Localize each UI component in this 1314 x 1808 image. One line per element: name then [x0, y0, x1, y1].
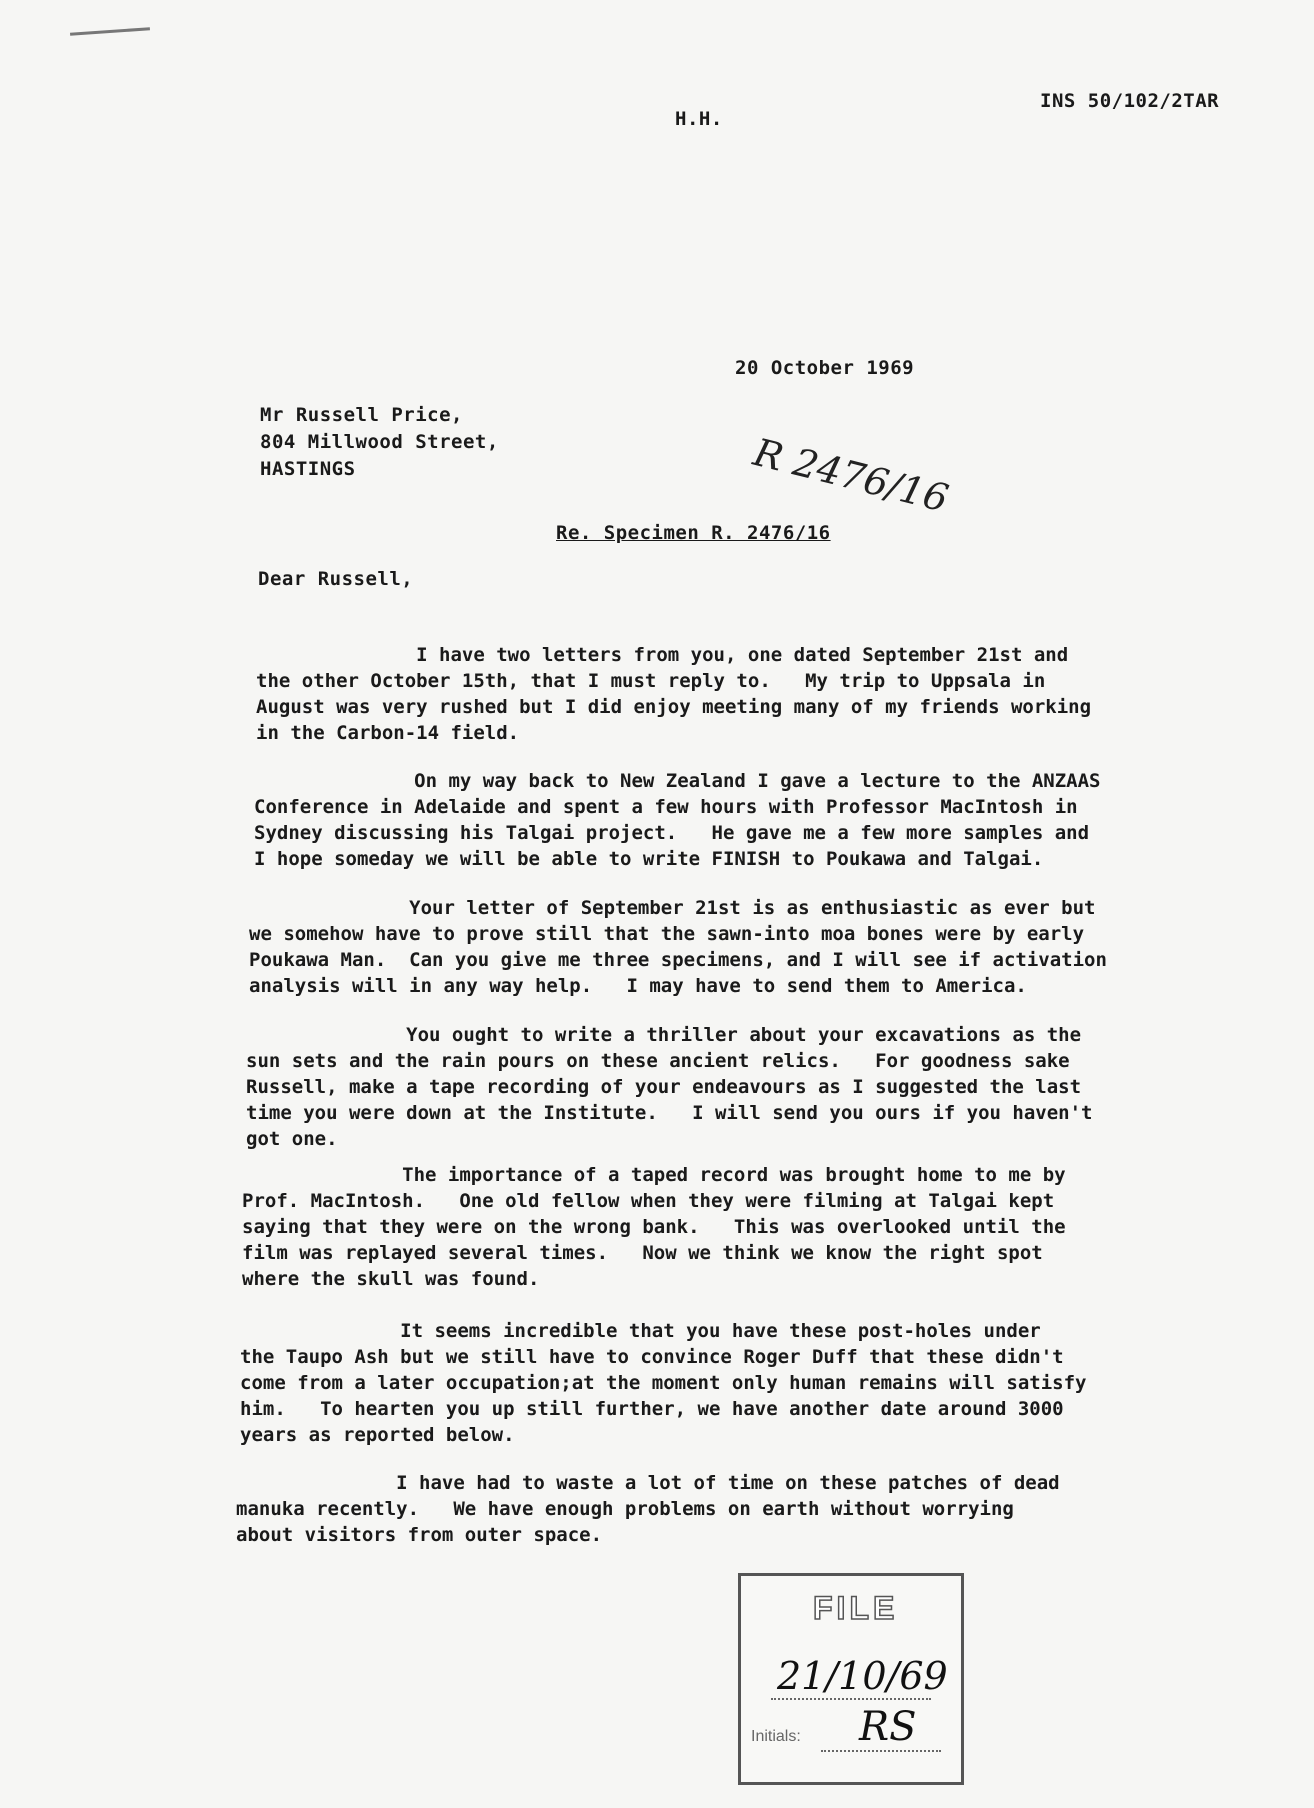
stamp-initials-line [821, 1750, 941, 1752]
recipient-street: 804 Millwood Street, [260, 431, 499, 453]
file-stamp [738, 1573, 964, 1785]
salutation: Dear Russell, [258, 568, 414, 590]
body-paragraph-2: On my way back to New Zealand I gave a lecture to the ANZAAS Conference in Adelaide and spent a few hours with Professor MacIntosh in Sydney discussing his Talgai project. He gave me a few more samples and I hope someday we will be able to write FINISH to Poukawa and Talgai. [254, 770, 1101, 870]
binder-mark [70, 27, 150, 36]
body-paragraph-7: I have had to waste a lot of time on these patches of dead manuka recently. We have enough problems on earth without worrying about visitors from outer space. [236, 1472, 1060, 1546]
recipient-city: HASTINGS [260, 458, 356, 480]
stamp-date: 21/10/69 [777, 1654, 948, 1698]
stamp-label: FILE [813, 1590, 899, 1626]
author-initials: H.H. [675, 108, 723, 130]
handwritten-specimen-ref: R 2476/16 [749, 430, 953, 521]
subject-line: Re. Specimen R. 2476/16 [556, 522, 831, 544]
file-reference: INS 50/102/2TAR [1040, 90, 1220, 112]
body-paragraph-6: It seems incredible that you have these post-holes under the Taupo Ash but we still have to convince Roger Duff that these didn't come from a later occupation;at the moment only human remains will satisfy him. To hearten you up still further, we have another date around 3000 years as reported below. [240, 1320, 1087, 1446]
stamp-initials-label: Initials: [751, 1728, 801, 1745]
stamp-date-line [771, 1698, 931, 1700]
recipient-address [260, 402, 499, 483]
body-paragraph-4: You ought to write a thriller about your excavations as the sun sets and the rain pours on these ancient relics. For goodness sake Russell, make a tape recording of your endeavours as I suggested the last time you were down at the Institute. I will send you ours if you haven't got one. [246, 1024, 1093, 1150]
body-paragraph-5: The importance of a taped record was brought home to me by Prof. MacIntosh. One old fellow when they were filming at Talgai kept saying that they were on the wrong bank. This was overlooked until the film was replayed several times. Now we think we know the right spot where the skull was found. [242, 1164, 1066, 1290]
stamp-initials: RS [859, 1704, 917, 1750]
body-paragraph-1: I have two letters from you, one dated September 21st and the other October 15th, that I must reply to. My trip to Uppsala in August was very rushed but I did enjoy meeting many of my friends working in the Carbon-14 field. [256, 644, 1092, 744]
body-paragraph-3: Your letter of September 21st is as enthusiastic as ever but we somehow have to prove still that the sawn-into moa bones were by early Poukawa Man. Can you give me three specimens, and I will see if activation analysis will in any way help. I may have to send them to America. [249, 897, 1107, 997]
recipient-name: Mr Russell Price, [260, 404, 463, 426]
letter-date: 20 October 1969 [735, 357, 915, 379]
